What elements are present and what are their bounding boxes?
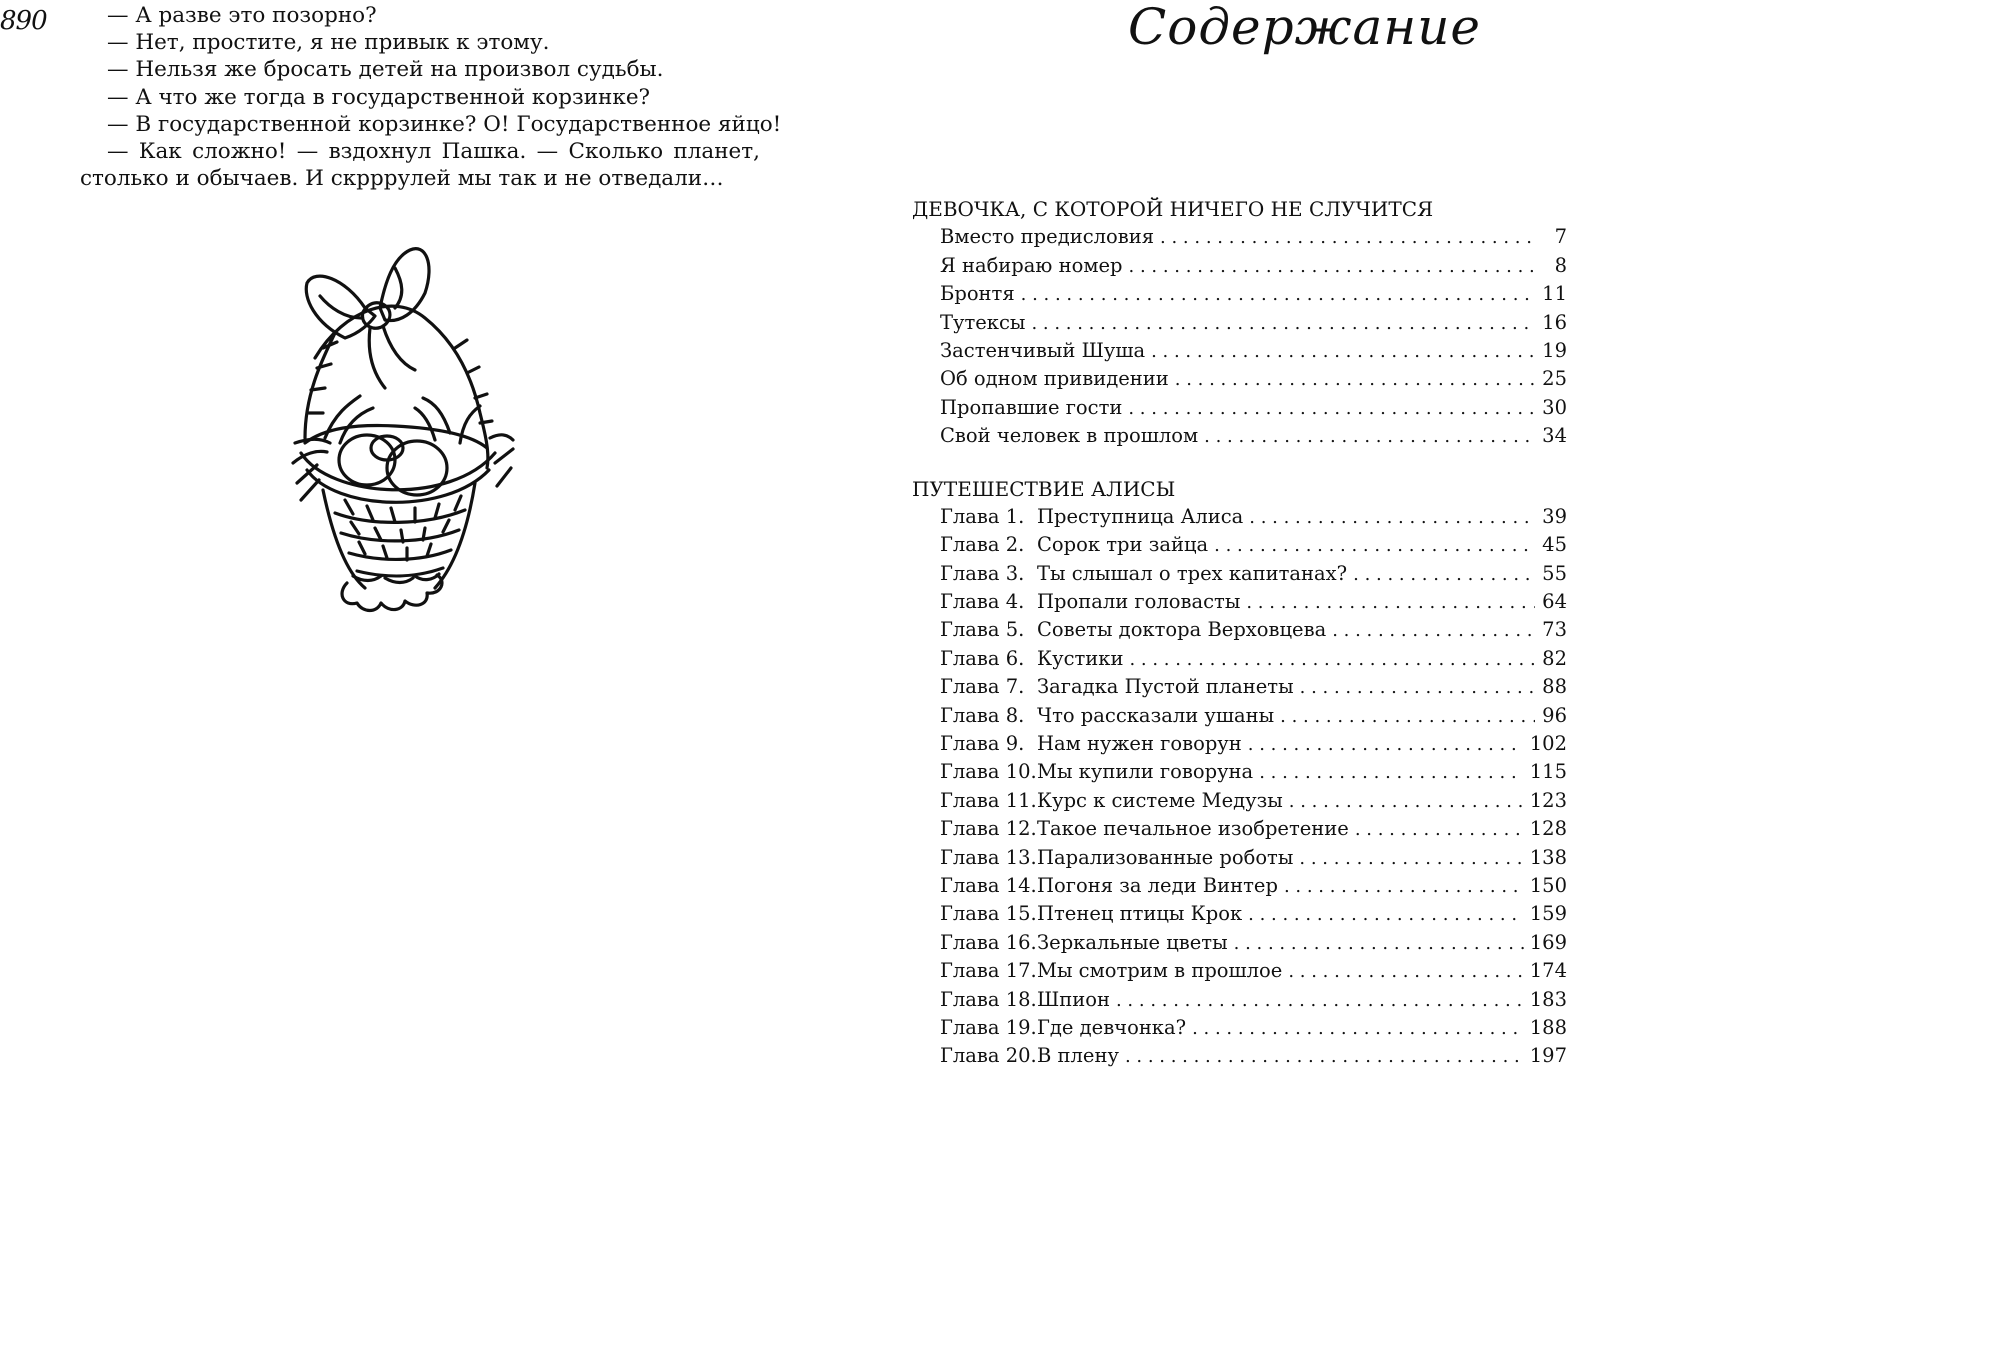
leader-dots <box>1248 901 1524 929</box>
dialogue-line: столько и обычаев. И скрррулей мы так и не отведали… <box>80 166 724 192</box>
toc-page-number: 39 <box>1542 504 1567 528</box>
toc-page-number: 197 <box>1529 1044 1567 1068</box>
toc-entry-title: Сорок три зайца <box>1037 533 1209 557</box>
toc-entry[interactable] <box>912 702 1567 730</box>
chapter-label: Глава 4. <box>940 590 1025 614</box>
toc-page-number: 169 <box>1529 930 1567 954</box>
chapter-label: Глава 12. <box>940 817 1037 841</box>
toc-entry-title: Мы купили говоруна <box>1037 760 1254 784</box>
table-of-contents <box>912 195 1567 1071</box>
chapter-label: Глава 16. <box>940 930 1037 954</box>
leader-dots <box>1300 674 1535 702</box>
dialogue-line: — Как сложно! — вздохнул Пашка. — Сколько планет, <box>107 138 760 164</box>
leader-dots <box>1116 987 1524 1015</box>
chapter-label: Глава 9. <box>940 732 1025 756</box>
leader-dots <box>1214 532 1535 560</box>
dialogue-line: — Нельзя же бросать детей на произвол судьбы. <box>107 57 664 83</box>
leader-dots <box>1021 281 1535 309</box>
toc-page-number: 7 <box>1554 225 1567 249</box>
toc-page-number: 96 <box>1542 703 1567 727</box>
leader-dots <box>1129 253 1535 281</box>
toc-page-number: 25 <box>1542 367 1567 391</box>
toc-entry[interactable] <box>912 531 1567 559</box>
leader-dots <box>1031 310 1535 338</box>
toc-entry-title: Пропали головасты <box>1037 590 1241 614</box>
toc-entry[interactable] <box>912 223 1567 251</box>
toc-entry-title: Свой человек в прошлом <box>940 424 1199 448</box>
toc-entry-title: Мы смотрим в прошлое <box>1037 959 1283 983</box>
toc-entry[interactable] <box>912 673 1567 701</box>
section-title: ДЕВОЧКА, С КОТОРОЙ НИЧЕГО НЕ СЛУЧИТСЯ <box>912 197 1434 221</box>
toc-page-number: 150 <box>1529 873 1567 897</box>
toc-entry[interactable] <box>912 309 1567 337</box>
toc-entry[interactable] <box>912 280 1567 308</box>
toc-entry[interactable] <box>912 365 1567 393</box>
leader-dots <box>1248 731 1524 759</box>
toc-entry[interactable] <box>912 394 1567 422</box>
toc-entry-title: Об одном привидении <box>940 367 1169 391</box>
leader-dots <box>1128 395 1535 423</box>
toc-entry[interactable] <box>912 422 1567 450</box>
toc-entry-title: Я набираю номер <box>940 253 1123 277</box>
chapter-label: Глава 2. <box>940 533 1025 557</box>
toc-entry[interactable] <box>912 1042 1567 1070</box>
chapter-label: Глава 20. <box>940 1044 1037 1068</box>
leader-dots <box>1259 759 1524 787</box>
dialogue-line: — А что же тогда в государственной корзинке? <box>107 84 651 110</box>
toc-page-number: 115 <box>1529 760 1567 784</box>
toc-entry-title: Погоня за леди Винтер <box>1037 873 1278 897</box>
toc-entry-title: Такое печальное изобретение <box>1037 817 1349 841</box>
toc-page-number: 188 <box>1529 1015 1567 1039</box>
chapter-label: Глава 19. <box>940 1015 1037 1039</box>
toc-entry[interactable] <box>912 957 1567 985</box>
toc-entry-title: Ты слышал о трех капитанах? <box>1037 561 1348 585</box>
leader-dots <box>1332 617 1535 645</box>
toc-entry[interactable] <box>912 588 1567 616</box>
leader-dots <box>1192 1015 1524 1043</box>
leader-dots <box>1355 816 1524 844</box>
chapter-label: Глава 6. <box>940 646 1025 670</box>
toc-page-number: 55 <box>1542 561 1567 585</box>
toc-page-number: 88 <box>1542 675 1567 699</box>
chapter-label: Глава 7. <box>940 675 1025 699</box>
toc-entry-title: Загадка Пустой планеты <box>1037 675 1294 699</box>
section-title: ПУТЕШЕСТВИЕ АЛИСЫ <box>912 476 1176 501</box>
toc-entry[interactable] <box>912 787 1567 815</box>
toc-entry[interactable] <box>912 337 1567 365</box>
leader-dots <box>1289 788 1524 816</box>
toc-entry[interactable] <box>912 815 1567 843</box>
toc-page-number: 159 <box>1529 902 1567 926</box>
toc-page-number: 183 <box>1529 987 1567 1011</box>
toc-entry-title: Где девчонка? <box>1037 1015 1187 1039</box>
chapter-label: Глава 13. <box>940 845 1037 869</box>
leader-dots <box>1249 504 1535 532</box>
chapter-label: Глава 18. <box>940 987 1037 1011</box>
toc-entry-title: Шпион <box>1037 987 1110 1011</box>
toc-entry-title: Птенец птицы Крок <box>1037 902 1243 926</box>
toc-entry-title: Вместо предисловия <box>940 225 1155 249</box>
toc-entry-title: В плену <box>1037 1044 1119 1068</box>
toc-entry[interactable] <box>912 758 1567 786</box>
toc-entry[interactable] <box>912 560 1567 588</box>
toc-page-number: 30 <box>1542 395 1567 419</box>
leader-dots <box>1129 646 1535 674</box>
leader-dots <box>1151 338 1535 366</box>
toc-entry-title: Пропавшие гости <box>940 395 1123 419</box>
leader-dots <box>1246 589 1535 617</box>
toc-entry[interactable] <box>912 872 1567 900</box>
toc-entry[interactable] <box>912 503 1567 531</box>
toc-entry[interactable] <box>912 900 1567 928</box>
toc-entry[interactable] <box>912 844 1567 872</box>
toc-page-number: 16 <box>1542 310 1567 334</box>
toc-page-number: 73 <box>1542 618 1567 642</box>
chapter-label: Глава 14. <box>940 873 1037 897</box>
toc-entry-title: Бронтя <box>940 282 1015 306</box>
toc-entry-title: Нам нужен говорун <box>1037 732 1242 756</box>
toc-entry-title: Тутексы <box>940 310 1026 334</box>
leader-dots <box>1284 873 1524 901</box>
toc-entry-title: Кустики <box>1037 646 1124 670</box>
leader-dots <box>1125 1043 1524 1071</box>
toc-page-number: 174 <box>1529 959 1567 983</box>
leader-dots <box>1175 366 1535 394</box>
toc-entry-title: Советы доктора Верховцева <box>1037 618 1327 642</box>
toc-entry-title: Застенчивый Шуша <box>940 338 1146 362</box>
toc-page-number: 102 <box>1529 732 1567 756</box>
dialogue-text <box>80 2 782 192</box>
toc-entry-title: Зеркальные цветы <box>1037 930 1228 954</box>
toc-page-number: 19 <box>1542 338 1567 362</box>
toc-page-number: 64 <box>1542 590 1567 614</box>
toc-entry-title: Курс к системе Медузы <box>1037 788 1283 812</box>
dialogue-line: — А разве это позорно? <box>107 3 377 28</box>
dialogue-line: — Нет, простите, я не привык к этому. <box>107 30 550 56</box>
page-number: 890 <box>0 6 47 36</box>
toc-page-number: 138 <box>1529 845 1567 869</box>
toc-entry[interactable] <box>912 252 1567 280</box>
chapter-label: Глава 15. <box>940 902 1037 926</box>
page-title: Содержание <box>1128 0 1482 56</box>
leader-dots <box>1288 958 1523 986</box>
chapter-label: Глава 17. <box>940 959 1037 983</box>
leader-dots <box>1299 845 1523 873</box>
toc-page-number: 123 <box>1529 788 1567 812</box>
leader-dots <box>1160 224 1535 252</box>
egg-basket-illustration <box>275 238 565 613</box>
toc-entry[interactable] <box>912 1014 1567 1042</box>
toc-entry-title: Преступница Алиса <box>1037 504 1244 528</box>
toc-entry[interactable] <box>912 730 1567 758</box>
toc-page-number: 34 <box>1542 424 1567 448</box>
chapter-label: Глава 8. <box>940 703 1025 727</box>
toc-entry-title: Что рассказали ушаны <box>1037 703 1275 727</box>
dialogue-line: — В государственной корзинке? О! Государственное яйцо! <box>107 111 782 137</box>
chapter-label: Глава 3. <box>940 561 1025 585</box>
toc-entry[interactable] <box>912 645 1567 673</box>
chapter-label: Глава 11. <box>940 788 1037 812</box>
toc-page-number: 8 <box>1554 253 1567 277</box>
toc-page-number: 11 <box>1542 282 1567 306</box>
toc-page-number: 45 <box>1542 533 1567 557</box>
toc-page-number: 128 <box>1529 817 1567 841</box>
leader-dots <box>1280 703 1535 731</box>
toc-entry[interactable] <box>912 616 1567 644</box>
leader-dots <box>1204 423 1535 451</box>
toc-entry[interactable] <box>912 929 1567 957</box>
leader-dots <box>1234 930 1524 958</box>
toc-page-number: 82 <box>1542 646 1567 670</box>
leader-dots <box>1353 561 1535 589</box>
toc-entry[interactable] <box>912 986 1567 1014</box>
chapter-label: Глава 5. <box>940 618 1025 642</box>
toc-entry-title: Парализованные роботы <box>1037 845 1294 869</box>
chapter-label: Глава 1. <box>940 504 1025 528</box>
chapter-label: Глава 10. <box>940 760 1037 784</box>
